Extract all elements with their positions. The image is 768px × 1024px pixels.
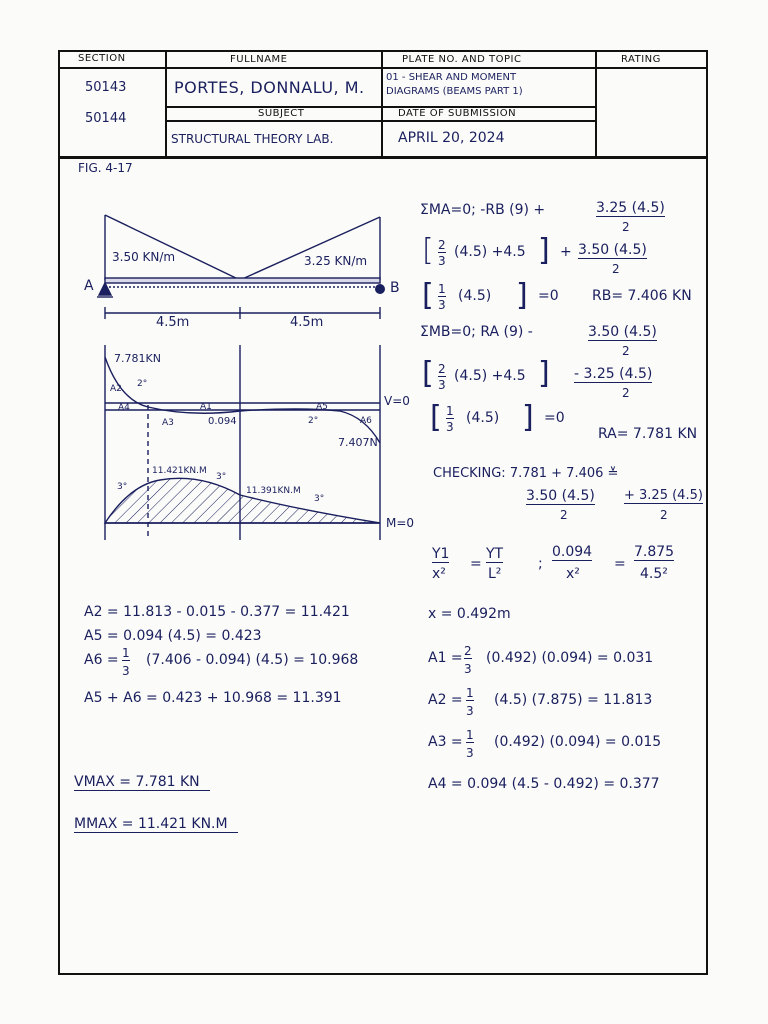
support-b-label: B [390,280,400,296]
ratio-eq-1: = [470,556,482,572]
frac-1-num-1: 1 [438,282,446,296]
date-value: APRIL 20, 2024 [398,130,505,146]
shear-left-value: 7.781KN [114,352,161,365]
sum-mb-frac-den: 2 [622,344,630,358]
ma-line2-frac-den: 2 [612,262,620,276]
frac-3-den-3: 3 [438,378,446,392]
degree-2b: 2° [308,416,319,426]
checking-line: CHECKING: 7.781 + 7.406 ≚ [433,466,619,481]
ratio-eq-2: = [614,556,626,572]
bracket-close-1: ] [538,233,550,268]
span-left-label: 4.5m [156,315,190,330]
ratio-l2: L² [488,566,502,582]
plate-label: PLATE NO. AND TOPIC [402,54,522,65]
degree-2a: 2° [137,379,148,389]
date-label: DATE OF SUBMISSION [398,108,517,119]
section-label: SECTION [78,53,126,64]
ra-result: RA= 7.781 KN [598,426,698,442]
section-value-2: 50144 [85,111,127,126]
a3-value: (0.492) (0.094) = 0.015 [494,734,662,750]
bracket-close-3: ] [538,356,550,391]
bracket-open-3: [ [422,356,434,391]
ratio-semicolon: ; [538,556,543,572]
area-a1-label: A1 [200,402,212,412]
a2-total-equation: A2 = 11.813 - 0.015 - 0.377 = 11.421 [84,604,350,620]
mmax-result: MMAX = 11.421 KN.M [74,816,238,833]
a1-label: A1 = [428,650,463,666]
mb-line3-term: (4.5) [466,410,500,426]
a6-label: A6 = [84,652,119,668]
bracket-open-1: [ [422,233,434,268]
shear-right-value: 7.407N [338,436,378,449]
frac-2-num-2: 2 [438,362,446,376]
frac-3-den-1: 3 [438,254,446,268]
shear-zero-label: V=0 [384,394,410,408]
area-a6-label: A6 [360,416,372,426]
ma-line2-frac-num: 3.50 (4.5) [578,242,647,258]
mb-line3-end: =0 [544,410,565,426]
frac-3-den-4: 3 [446,420,454,434]
check-frac1-den: 2 [560,508,568,522]
sum-ma-frac-num: 3.25 (4.5) [596,200,665,216]
ratio-x2: x² [432,566,446,582]
check-frac1-num: 3.50 (4.5) [526,488,595,504]
area-a5-label: A5 [316,402,328,412]
a1-frac-num: 2 [464,644,472,658]
ratio-y1: Y1 [432,546,450,562]
beam-load-diagram [80,205,400,335]
rb-result: RB= 7.406 KN [592,288,692,304]
frac-3-den-2: 3 [438,298,446,312]
a2-frac-num: 1 [466,686,474,700]
header-table [58,50,708,158]
bracket-close-2: ] [516,278,528,313]
ratio-d1: x² [566,566,580,582]
a3-frac-den: 3 [466,746,474,760]
sum-ma-frac-den: 2 [622,220,630,234]
section-value-1: 50143 [85,80,127,95]
a6-frac-num: 1 [122,646,130,660]
a6-value: (7.406 - 0.094) (4.5) = 10.968 [146,652,359,668]
ratio-d2: 4.5² [640,566,668,582]
mb-line2-frac-num: - 3.25 (4.5) [574,366,653,382]
ratio-n1: 0.094 [552,544,593,560]
ma-line2-plus: + [560,244,572,260]
area-a3-label: A3 [162,418,174,428]
moment-mid-value: 11.391KN.M [246,486,301,496]
a2-value: (4.5) (7.875) = 11.813 [494,692,653,708]
plate-topic-line1: 01 - SHEAR AND MOMENT [386,72,517,83]
subject-value: STRUCTURAL THEORY LAB. [171,132,334,146]
a1-value: (0.492) (0.094) = 0.031 [486,650,654,666]
ratio-n2: 7.875 [634,544,675,560]
sum-ma-equation: ΣMA=0; -RB (9) + [420,202,546,218]
rating-label: RATING [621,54,661,65]
figure-label: FIG. 4-17 [78,161,133,175]
span-right-label: 4.5m [290,315,324,330]
a1-frac-den: 3 [464,662,472,676]
sum-mb-frac-num: 3.50 (4.5) [588,324,657,340]
mb-line2-frac-den: 2 [622,386,630,400]
bracket-open-4: [ [430,400,442,435]
ratio-yt: YT [486,546,504,562]
a6-frac-den: 3 [122,664,130,678]
ma-line2-term: (4.5) +4.5 [454,244,526,260]
area-a4-label: A4 [118,403,130,413]
degree-3b: 3° [216,472,227,482]
ma-line3-end: =0 [538,288,559,304]
a2-frac-den: 3 [466,704,474,718]
shear-mid-value: 0.094 [208,416,237,427]
subject-label: SUBJECT [258,108,305,119]
a2-label: A2 = [428,692,463,708]
frac-2-num-1: 2 [438,238,446,252]
ma-line3-term: (4.5) [458,288,492,304]
bracket-open-2: [ [422,278,434,313]
a3-label: A3 = [428,734,463,750]
check-frac2-num: + 3.25 (4.5) [624,488,703,503]
sum-mb-equation: ΣMB=0; RA (9) - [420,324,533,340]
moment-max-value: 11.421KN.M [152,466,207,476]
mb-line2-term: (4.5) +4.5 [454,368,526,384]
x-result: x = 0.492m [428,606,511,622]
degree-3a: 3° [117,482,128,492]
vmax-result: VMAX = 7.781 KN [74,774,210,791]
roller-support-icon [375,284,385,294]
frac-1-num-2: 1 [446,404,454,418]
moment-zero-label: M=0 [386,516,415,530]
fullname-label: FULLNAME [230,54,288,65]
a5-a6-sum: A5 + A6 = 0.423 + 10.968 = 11.391 [84,690,342,706]
a5-equation: A5 = 0.094 (4.5) = 0.423 [84,628,262,644]
degree-3c: 3° [314,494,325,504]
bracket-close-4: ] [522,400,534,435]
load-right-label: 3.25 KN/m [304,254,368,268]
check-frac2-den: 2 [660,508,668,522]
a4-equation: A4 = 0.094 (4.5 - 0.492) = 0.377 [428,776,660,792]
plate-topic-line2: DIAGRAMS (BEAMS PART 1) [386,86,523,97]
area-a2-label: A2 [110,384,122,394]
support-a-label: A [84,278,94,294]
a3-frac-num: 1 [466,728,474,742]
load-left-label: 3.50 KN/m [112,250,176,264]
fullname-value: PORTES, DONNALU, M. [174,78,365,97]
